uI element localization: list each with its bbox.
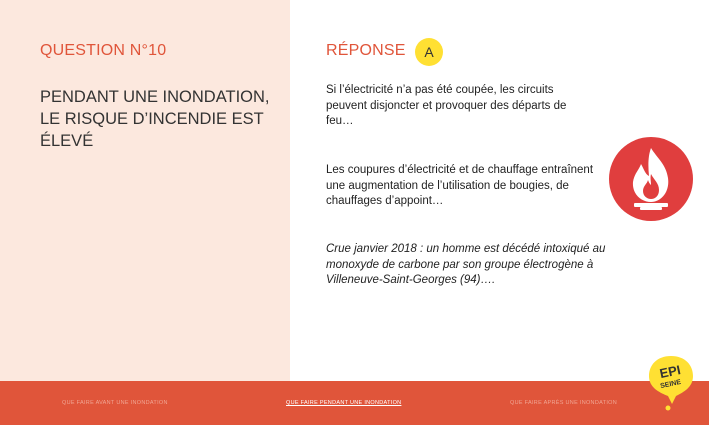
question-title: PENDANT UNE INONDATION, LE RISQUE D’INCENDIE EST ÉLEVÉ — [40, 88, 270, 150]
nav-link-before[interactable]: QUE FAIRE AVANT UNE INONDATION — [62, 400, 168, 406]
response-paragraph-3: Crue janvier 2018 : un homme est décédé intoxiqué au monoxyde de carbone par son groupe électrogène à Villeneuve-Saint-Georges (94)…. — [326, 243, 606, 286]
nav-link-after[interactable]: QUE FAIRE APRÈS UNE INONDATION — [510, 400, 617, 406]
flame-icon — [608, 136, 694, 222]
response-label: RÉPONSE — [326, 42, 406, 59]
epi-seine-logo[interactable] — [646, 354, 696, 412]
logo-text-seine: SEINE — [659, 378, 682, 391]
nav-link-during[interactable]: QUE FAIRE PENDANT UNE INONDATION — [286, 400, 402, 406]
question-number: QUESTION N°10 — [40, 42, 167, 59]
response-paragraph-2: Les coupures d’électricité et de chauffage entraînent une augmentation de l’utilisation de bougies, de chauffages d’appoint… — [326, 164, 594, 207]
logo-text-epi: EPI — [658, 362, 682, 382]
answer-badge: A — [415, 38, 443, 66]
response-paragraph-1: Si l’électricité n’a pas été coupée, les circuits peuvent disjoncter et provoquer des départs de feu… — [326, 84, 567, 127]
